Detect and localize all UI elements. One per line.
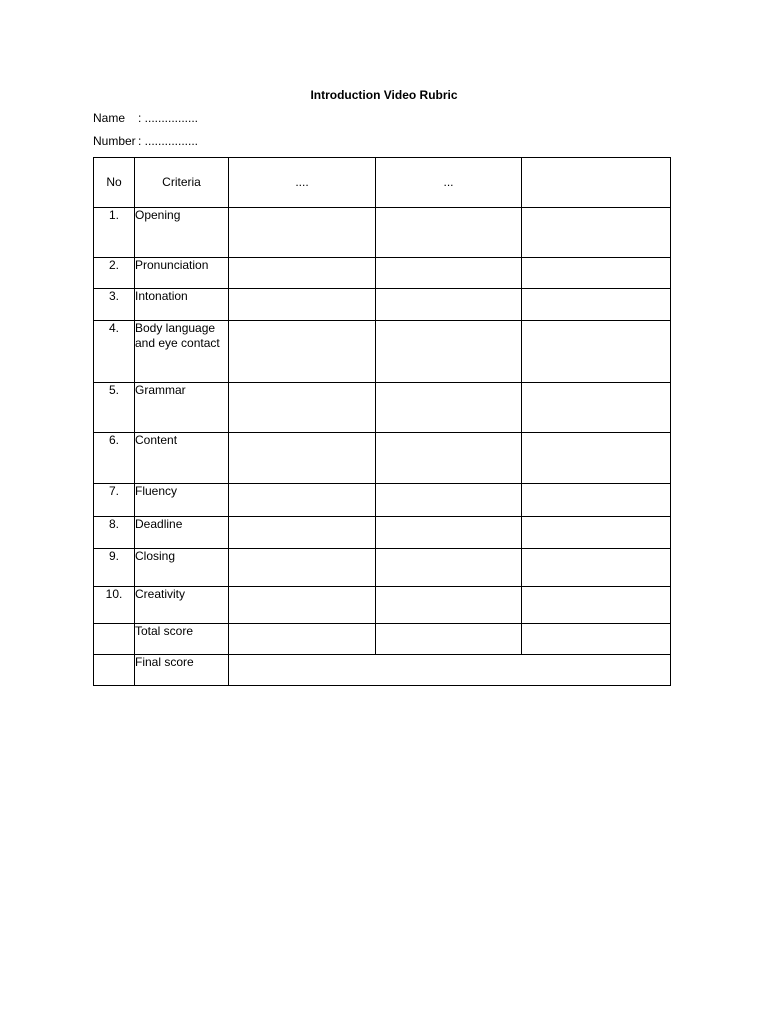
table-row [94, 258, 671, 289]
row-number-empty [94, 624, 135, 655]
score-cell[interactable] [229, 258, 376, 289]
row-criteria: Creativity [135, 587, 229, 624]
score-cell[interactable] [522, 258, 671, 289]
total-score-label: Total score [135, 624, 229, 655]
score-cell[interactable] [229, 383, 376, 433]
table-row [94, 383, 671, 433]
name-field [93, 111, 198, 125]
row-number: 4. [94, 321, 135, 383]
document-title: Introduction Video Rubric [310, 88, 458, 102]
final-score-cell[interactable] [229, 655, 671, 686]
score-cell[interactable] [522, 517, 671, 549]
score-cell[interactable] [376, 383, 522, 433]
score-cell[interactable] [376, 587, 522, 624]
score-cell[interactable] [229, 517, 376, 549]
score-cell[interactable] [522, 208, 671, 258]
number-field [93, 134, 198, 148]
score-cell[interactable] [522, 587, 671, 624]
final-score-label: Final score [135, 655, 229, 686]
score-cell[interactable] [376, 624, 522, 655]
score-cell[interactable] [376, 258, 522, 289]
score-cell[interactable] [376, 549, 522, 587]
row-criteria: Fluency [135, 484, 229, 517]
table-row [94, 587, 671, 624]
table-row [94, 517, 671, 549]
row-number: 5. [94, 383, 135, 433]
name-label: Name [93, 111, 126, 125]
score-cell[interactable] [522, 549, 671, 587]
header-no: No [94, 158, 135, 208]
score-cell[interactable] [522, 433, 671, 484]
name-value: : ................ [138, 111, 199, 125]
row-criteria: Pronunciation [135, 258, 229, 289]
table-row [94, 208, 671, 258]
score-cell[interactable] [376, 484, 522, 517]
score-cell[interactable] [229, 208, 376, 258]
table-row [94, 289, 671, 321]
table-row [94, 549, 671, 587]
score-cell[interactable] [229, 433, 376, 484]
score-cell[interactable] [229, 549, 376, 587]
row-criteria: Opening [135, 208, 229, 258]
row-number: 9. [94, 549, 135, 587]
score-cell[interactable] [522, 624, 671, 655]
header-col-1: .... [229, 158, 376, 208]
rubric-table [93, 157, 671, 686]
score-cell[interactable] [229, 289, 376, 321]
score-cell[interactable] [229, 321, 376, 383]
row-criteria: Grammar [135, 383, 229, 433]
table-row [94, 484, 671, 517]
score-cell[interactable] [229, 484, 376, 517]
row-number: 2. [94, 258, 135, 289]
number-label: Number [93, 134, 136, 148]
score-cell[interactable] [376, 321, 522, 383]
number-value: : ................ [138, 134, 199, 148]
row-number: 7. [94, 484, 135, 517]
header-row [94, 158, 671, 208]
header-criteria: Criteria [135, 158, 229, 208]
score-cell[interactable] [376, 433, 522, 484]
row-criteria: Closing [135, 549, 229, 587]
header-col-3 [522, 158, 671, 208]
score-cell[interactable] [522, 484, 671, 517]
table-row [94, 321, 671, 383]
total-score-row [94, 624, 671, 655]
row-number: 10. [94, 587, 135, 624]
row-number: 8. [94, 517, 135, 549]
row-criteria: Body language and eye contact [135, 321, 229, 383]
score-cell[interactable] [229, 624, 376, 655]
row-number: 1. [94, 208, 135, 258]
score-cell[interactable] [522, 383, 671, 433]
header-col-2: ... [376, 158, 522, 208]
table-row [94, 433, 671, 484]
score-cell[interactable] [229, 587, 376, 624]
row-criteria: Intonation [135, 289, 229, 321]
row-criteria: Deadline [135, 517, 229, 549]
score-cell[interactable] [376, 208, 522, 258]
row-number-empty [94, 655, 135, 686]
row-number: 3. [94, 289, 135, 321]
row-number: 6. [94, 433, 135, 484]
score-cell[interactable] [522, 289, 671, 321]
final-score-row [94, 655, 671, 686]
row-criteria: Content [135, 433, 229, 484]
score-cell[interactable] [376, 517, 522, 549]
score-cell[interactable] [376, 289, 522, 321]
score-cell[interactable] [522, 321, 671, 383]
